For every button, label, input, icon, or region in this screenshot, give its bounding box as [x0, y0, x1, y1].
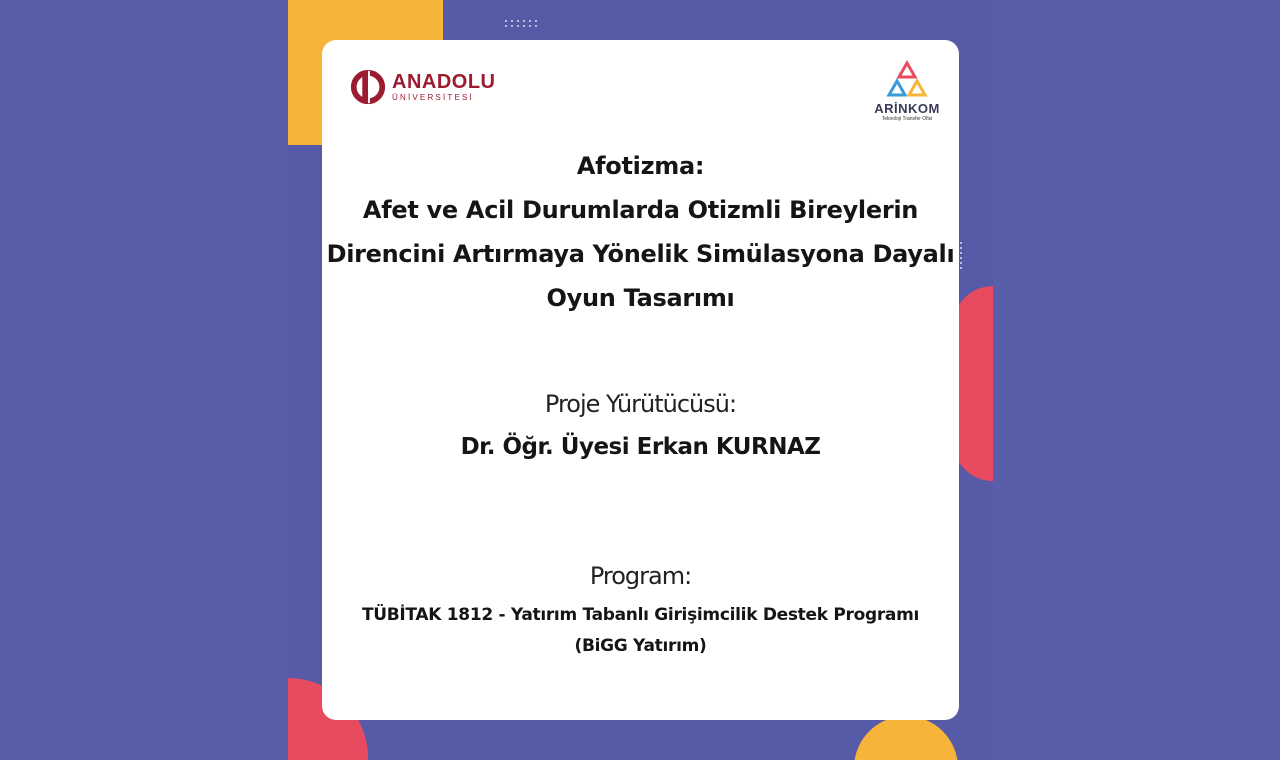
- program-name: TÜBİTAK 1812 - Yatırım Tabanlı Girişimcilik Destek Programı: [361, 605, 920, 625]
- anadolu-logo-name: ANADOLU: [392, 71, 496, 93]
- decorative-yellow-shape-bottom: [854, 716, 958, 760]
- program-name-subtitle: (BiGG Yatırım): [574, 636, 707, 656]
- decorative-red-shape-right: [953, 286, 993, 481]
- title-line-4: Oyun Tasarımı: [546, 284, 735, 312]
- announcement-card: [322, 40, 959, 720]
- title-line-1: Afotizma:: [576, 152, 705, 180]
- anadolu-university-logo: [349, 68, 496, 106]
- arinkom-logo-name: ARİNKOM: [874, 101, 940, 116]
- arinkom-logo-subtitle: Teknoloji Transfer Ofisi: [881, 116, 933, 122]
- decorative-dots-right: [960, 242, 963, 269]
- anadolu-logo-subtitle: ÜNİVERSİTESİ: [392, 93, 474, 102]
- program-label: Program:: [589, 562, 692, 590]
- arinkom-logo: [867, 60, 947, 122]
- arinkom-triangle-icon: [885, 60, 929, 102]
- project-lead-name: Dr. Öğr. Üyesi Erkan KURNAZ: [460, 434, 821, 460]
- project-lead-label: Proje Yürütücüsü:: [544, 390, 737, 418]
- decorative-dots-top: [505, 20, 538, 27]
- project-title: [322, 144, 959, 320]
- anadolu-emblem-icon: [349, 68, 387, 106]
- title-line-2: Afet ve Acil Durumlarda Otizmli Bireylerin: [362, 196, 919, 224]
- title-line-3: Direncini Artırmaya Yönelik Simülasyona Dayalı: [326, 240, 955, 268]
